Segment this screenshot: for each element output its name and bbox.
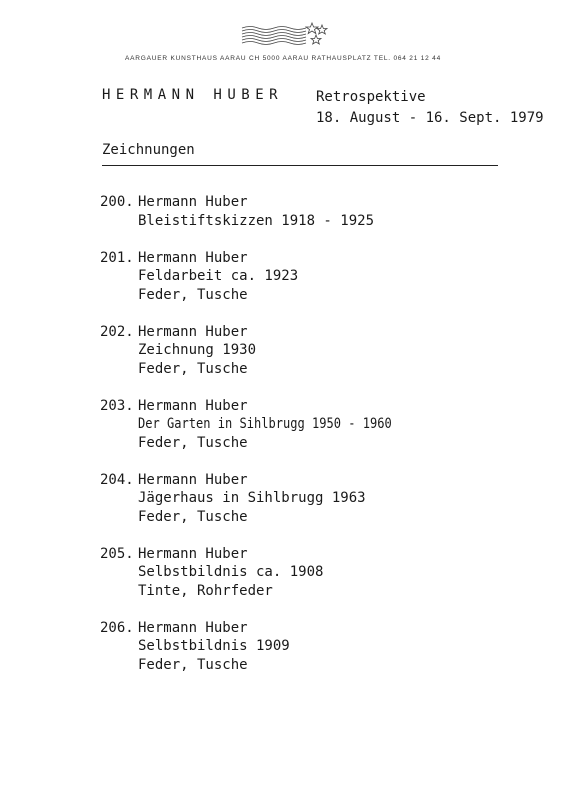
entry-number: 201. xyxy=(100,249,134,266)
entry-artist: Hermann Huber xyxy=(138,619,248,636)
catalogue-entry xyxy=(100,193,520,230)
catalogue-entry xyxy=(100,323,520,379)
artist-name: HERMANN HUBER xyxy=(102,87,284,103)
entry-artist: Hermann Huber xyxy=(138,194,248,210)
entry-medium: Tinte, Rohrfeder xyxy=(138,582,273,599)
entry-artist: Hermann Huber xyxy=(138,397,248,414)
entry-medium: Feder, Tusche xyxy=(138,286,248,303)
catalogue-list xyxy=(100,193,520,693)
kunsthaus-logo xyxy=(240,20,330,50)
entry-title: Jägerhaus in Sihlbrugg 1963 xyxy=(138,490,366,506)
catalogue-entry xyxy=(100,545,520,601)
entry-title: Der Garten in Sihlbrugg 1950 - 1960 xyxy=(138,416,392,432)
entry-artist: Hermann Huber xyxy=(138,249,248,266)
event-title: Retrospektive xyxy=(316,89,426,105)
section-divider xyxy=(102,165,498,166)
entry-number: 206. xyxy=(100,619,134,636)
entry-medium: Feder, Tusche xyxy=(138,656,248,673)
entry-title: Bleistiftskizzen 1918 - 1925 xyxy=(138,212,375,229)
section-title: Zeichnungen xyxy=(102,142,195,158)
entry-number: 202. xyxy=(100,323,134,340)
entry-artist: Hermann Huber xyxy=(138,471,248,488)
entry-medium: Feder, Tusche xyxy=(138,434,248,451)
catalogue-entry xyxy=(100,249,520,305)
entry-artist: Hermann Huber xyxy=(138,545,248,562)
entry-title: Zeichnung 1930 xyxy=(138,342,257,358)
event-dates: 18. August - 16. Sept. 1979 xyxy=(316,110,544,126)
entry-medium: Feder, Tusche xyxy=(138,508,248,525)
entry-number: 200. xyxy=(100,194,134,210)
letterhead-address: AARGAUER KUNSTHAUS AARAU CH 5000 AARAU RATHAUSPLATZ TEL. 064 21 12 44 xyxy=(124,55,442,62)
catalogue-entry xyxy=(100,397,520,453)
entry-number: 204. xyxy=(100,471,134,488)
entry-number: 205. xyxy=(100,545,134,562)
entry-artist: Hermann Huber xyxy=(138,323,248,340)
catalogue-entry xyxy=(100,619,520,675)
entry-title: Feldarbeit ca. 1923 xyxy=(138,268,299,284)
entry-number: 203. xyxy=(100,397,134,414)
catalogue-entry xyxy=(100,471,520,527)
entry-medium: Feder, Tusche xyxy=(138,360,248,377)
entry-title: Selbstbildnis 1909 xyxy=(138,638,290,654)
event-info xyxy=(316,87,544,129)
entry-title: Selbstbildnis ca. 1908 xyxy=(138,564,324,580)
